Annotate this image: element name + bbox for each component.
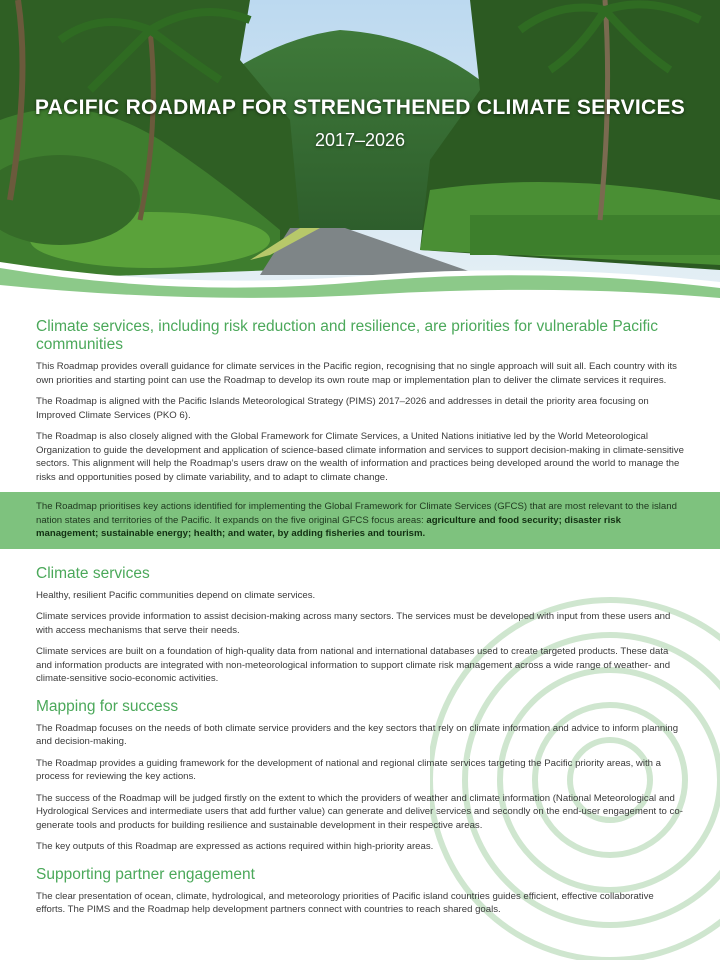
intro-paragraph-3: The Roadmap is also closely aligned with the Global Framework for Climate Services, a United Nations initiative led by the World Meteorological Organization to guide the development and application of science-based climate information and services to support decision-making in climate-sensitive sectors. This alignment will help the Roadmap’s users draw on the wealth of information and practices being developed around the world to manage the risks and opportunities posed by climate variability, and to adapt to climate change. [36, 431, 684, 483]
callout-text-bold: agriculture and food security; disaster risk management; sustainable energy; health; and water, by adding fisheries and tourism. [36, 514, 621, 539]
partners-paragraph-1: The clear presentation of ocean, climate, hydrological, and meteorology priorities of Pacific island countries guides efficient, effective collaborative efforts. The PIMS and the Roadmap help development partners connect with countries to reach shared goals. [36, 890, 654, 915]
mapping-heading: Mapping for success [36, 697, 179, 715]
mapping-section [0, 698, 720, 854]
hero-banner [0, 0, 720, 300]
mapping-paragraph-3: The success of the Roadmap will be judged firstly on the extent to which the providers of weather and climate information (National Meteorological and Hydrological Services and intermediate users that add further value) can generate and deliver services and secondly on the end-user engagement to co-generate tools and products for building resilience and sustainable development in their respective areas. [36, 792, 683, 831]
mapping-paragraph-2: The Roadmap provides a guiding framework for the development of national and regional climate services targeting the Pacific priority areas, with a process for reviewing the key actions. [36, 757, 661, 782]
climate-services-paragraph-3: Climate services are built on a foundation of high-quality data from national and international databases used to create targeted products. These data and information products are integrated with non-meteorological information to support climate risk management across a wide range of weather- and climate-sensitive socio-economic activities. [36, 646, 671, 684]
mapping-paragraph-4: The key outputs of this Roadmap are expressed as actions required within high-priority areas. [36, 841, 434, 852]
callout-text [36, 500, 684, 541]
mapping-paragraph-1: The Roadmap focuses on the needs of both climate service providers and the key sectors that rely on climate information and advice to inform planning and decision-making. [36, 722, 679, 747]
intro-paragraph-1: This Roadmap provides overall guidance for climate services in the Pacific region, recognising that no single approach will suit all. Each country with its own priorities and starting point can use the Roadmap to develop its own route map or implementation plan to deliver the climate services it requires. [36, 361, 677, 386]
climate-services-paragraph-2: Climate services provide information to assist decision-making across many sectors. The services must be developed with input from these users and with access mechanisms that serve their needs. [36, 611, 671, 636]
intro-section [0, 318, 720, 484]
partners-heading: Supporting partner engagement [36, 865, 255, 883]
climate-services-section [0, 565, 720, 686]
climate-services-heading: Climate services [36, 564, 150, 582]
document-title: PACIFIC ROADMAP FOR STRENGTHENED CLIMATE SERVICES [34, 96, 686, 119]
intro-heading: Climate services, including risk reduction and resilience, are priorities for vulnerable Pacific communities [36, 318, 658, 353]
climate-services-paragraph-1: Healthy, resilient Pacific communities depend on climate services. [36, 589, 316, 601]
partners-section [0, 866, 720, 917]
document-body [0, 318, 720, 925]
document-period: 2017–2026 [314, 130, 406, 150]
gfcs-callout [0, 492, 720, 549]
intro-paragraph-2: The Roadmap is aligned with the Pacific Islands Meteorological Strategy (PIMS) 2017–2026 and addresses in detail the priority area focusing on Improved Climate Services (PKO 6). [36, 396, 649, 421]
callout-text-regular: The Roadmap prioritises key actions identified for implementing the Global Framework for Climate Services (GFCS) that are most relevant to the island nation states and territories of the Pacific. It expands on the five original GFCS focus areas: [36, 501, 677, 526]
